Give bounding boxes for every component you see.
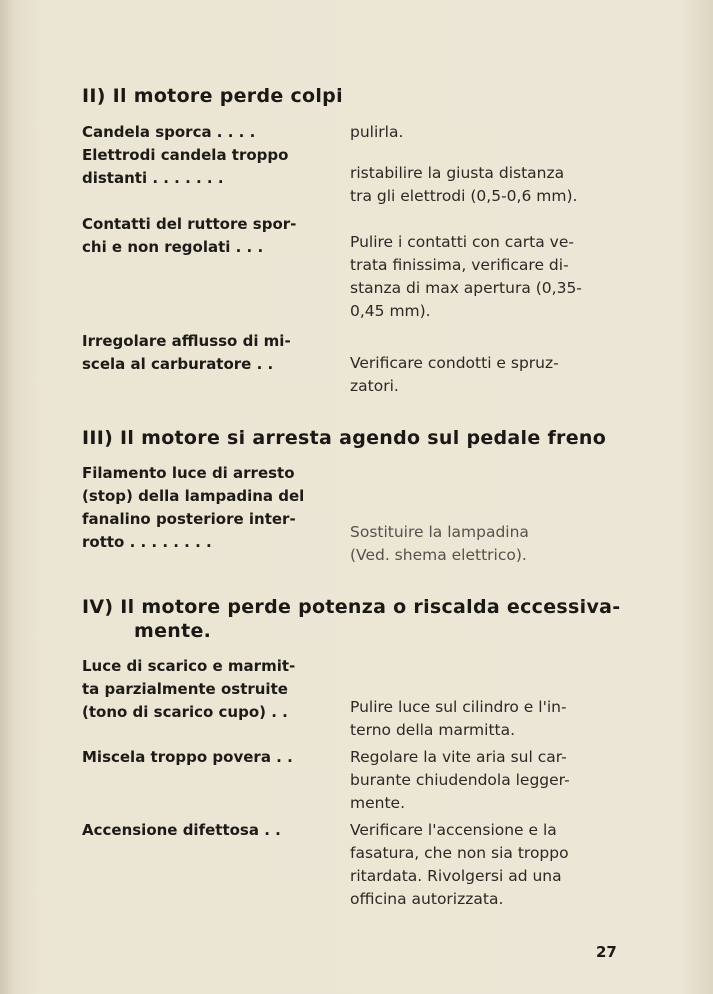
cause-text: Contatti del ruttore spor- chi e non regolati . . . xyxy=(82,215,297,256)
section-heading-ii: II) Il motore perde colpi xyxy=(82,85,343,107)
section-heading-iii: III) Il motore si arresta agendo sul pedale freno xyxy=(82,427,607,449)
remedy-text: Pulire i contatti con carta ve- trata finissima, verificare di- stanza di max apertura (0,35- 0,45 mm). xyxy=(350,233,582,320)
cause-text: Irregolare afflusso di mi- scela al carburatore . . xyxy=(82,332,291,373)
remedy-text: Verificare l'accensione e la fasatura, che non sia troppo ritardata. Rivolgersi ad una officina autorizzata. xyxy=(350,821,569,908)
remedy-text: Sostituire la lampadina (Ved. shema elettrico). xyxy=(350,523,529,564)
cause-text: Miscela troppo povera . . xyxy=(82,748,293,766)
remedy-text: ristabilire la giusta distanza tra gli elettrodi (0,5-0,6 mm). xyxy=(350,164,578,205)
cause-text: Candela sporca . . . . xyxy=(82,123,256,141)
cause-text: Luce di scarico e marmit- ta parzialmente ostruite (tono di scarico cupo) . . xyxy=(82,657,296,721)
remedy-text: Pulire luce sul cilindro e l'in- terno della marmitta. xyxy=(350,698,567,739)
remedy-text: pulirla. xyxy=(350,123,404,141)
section-heading-iv-line1: IV) Il motore perde potenza o riscalda eccessiva- xyxy=(82,596,621,618)
section-heading-iv-line2: mente. xyxy=(134,620,212,642)
page-number: 27 xyxy=(596,943,617,961)
cause-text: Accensione difettosa . . xyxy=(82,821,281,839)
section-heading-iv xyxy=(82,596,620,642)
remedy-text: Regolare la vite aria sul car- burante chiudendola legger- mente. xyxy=(350,748,570,812)
remedy-text: Verificare condotti e spruz- zatori. xyxy=(350,354,559,395)
cause-text: Elettrodi candela troppo distanti . . . . . . . xyxy=(82,146,289,187)
cause-text: Filamento luce di arresto (stop) della lampadina del fanalino posteriore inter- rotto . . . . . . . . xyxy=(82,464,305,551)
